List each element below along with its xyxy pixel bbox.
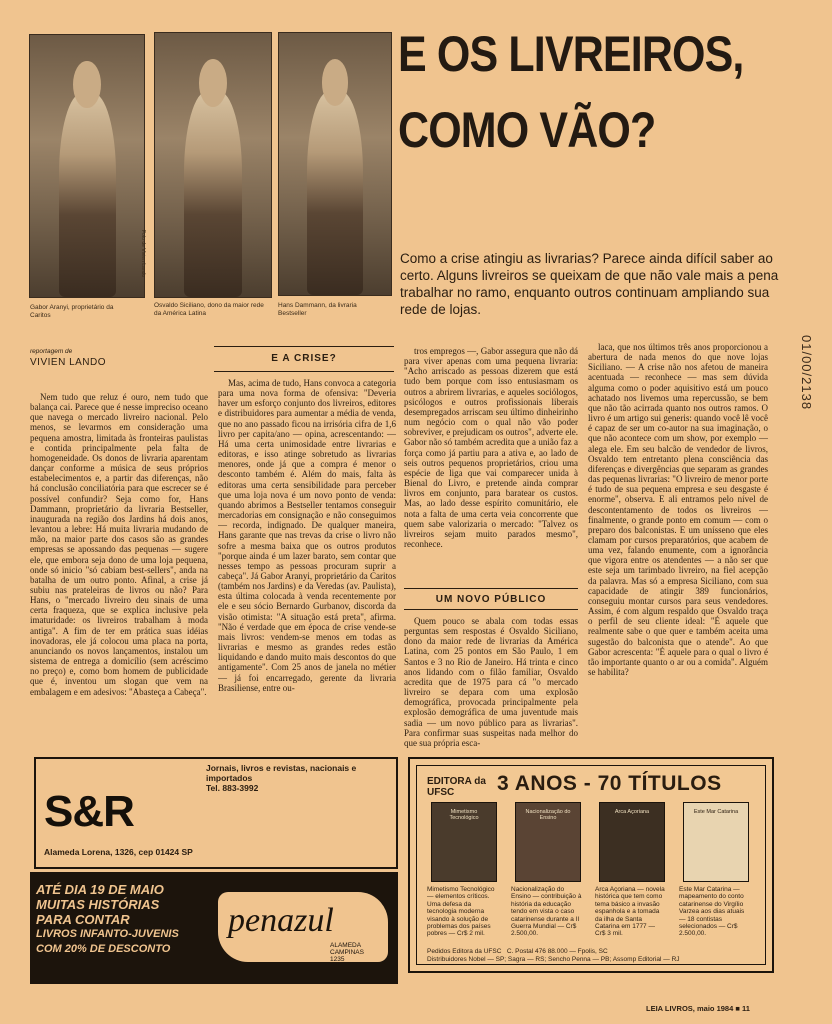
photo-gabor bbox=[29, 34, 145, 298]
headline-line1: E OS LIVREIROS, bbox=[398, 26, 744, 82]
sr-logo: S&R bbox=[44, 787, 134, 836]
ufsc-title: 3 ANOS - 70 TÍTULOS bbox=[497, 772, 722, 795]
book-desc-1: Mimetismo Tecnológico — elementos críticos. Uma defesa da tecnologia moderna visando à solução de problemas dos países pobres — Cr$ 2 mil. bbox=[427, 886, 495, 938]
book-cover-2-title: Nacionalização do Ensino bbox=[525, 809, 571, 821]
ufsc-frame bbox=[416, 765, 766, 965]
subhead-crise: E A CRISE? bbox=[271, 353, 337, 364]
caption-gabor: Gabor Aranyi, proprietário da Caritos bbox=[30, 304, 114, 319]
caption-osvaldo: Osvaldo Siciliano, dono da maior rede da América Latina bbox=[154, 302, 264, 317]
photo-hans bbox=[278, 32, 392, 296]
body-column-3a: tros empregos —, Gabor assegura que não dá para viver apenas com uma pequena livraria: "Acho arriscado as pessoas dizerem que está tudo bem porque com isso entusiasmam os outros a abrirem livrarias, e aqueles sociólogos, psicólogos e outros profissionais liberais desempregados arriscam seu último dinheirinho num negócio com o qual não vão poder sobreviver, e prejudicam os outros", adverte ele. Gabor não só também acredita que a união faz a força como já partiu para a ativa e, ao lado de seis outros pequenos proprietários, criou uma espécie de liga que vai comparecer unida à Bienal do Livro, e pretende ainda comprar livros em conjunto, para baratear os custos. Mas, ao lado desse espírito comunitário, ele nota a falta de uma certa veia concorrente que quem sabe valorizaria o mercado: "Talvez os livreiros sejam muito parados mesmo", reconhece. bbox=[404, 346, 578, 549]
rule-top bbox=[214, 346, 394, 347]
book-cover-1-title: Mimetismo Tecnológico bbox=[449, 809, 479, 821]
sr-address: Alameda Lorena, 1326, cep 01424 SP bbox=[44, 847, 193, 857]
body-column-3b: Quem pouco se abala com todas essas perguntas sem respostas é Osvaldo Siciliano, dono da maior rede de livrarias da América Latina, com 25 pontos em São Paulo, 1 em Santos e 3 no Rio de Janeiro. Há trinta e cinco anos lidando com o filão familiar, Osvaldo acredita que de 1975 para cá "o mercado livreiro se depara com uma explosão demográfica, provocada principalmente pela explosão demográfica de uma juventude mais sadia — um novo público para as livrarias". Para confirmar suas suspeitas nada melhor do que sua própria esca- bbox=[404, 616, 578, 748]
body-column-4: laca, que nos últimos três anos proporcionou a abertura de nada menos do que nove lojas Siciliano. — A crise não nos afetou de maneira acentuada — reconhece — mas sem dúvida alguma como o poder aquisitivo está um pouco achatado nos livemos uma repercussão, se bem que não tão acirrada quanto nos outros ramos. O livro é um artigo sui generis: quando você lê você é capaz de ser um co-autor na sua imaginação, o que não acontece com um show, por exemplo — alega ele. Em seu balcão de vendedor de livros, Osvaldo tem entretanto plena consciência das diferenças e divergências que separam as grandes das pequenas livrarias: "O livreiro de menor porte é tudo de sua pequena empresa e seu desgaste é enorme", observa. E ali entramos pelo nível de descontentamento de todos os livreiros — finalmente, o grande ponto em comum — com o preparo dos balconistas. E um unísseno que eles clamam por cursos preparatórios, que acabem de uma vez, falando enumente, com a ignorância que vigora entre os atendentes — a não ser que este seja um tarimbado livreiro, na fiel acepção da palavra. Mas só a empresa Siciliano, com sua capacidade de atingir 389 funcionários, conseguiu montar cursos para seus vendedores. Assim, é com algum respaldo que Osvaldo traça o perfil de seu cliente ideal: "É aquele que realmente sabe o que quer e também aceita uma sugestão do balconista que o atende". Ao que Gabor acrescenta: "É aquele para o qual o livro é tão importante quanto o ar ou a comida". Alguém se habilita? bbox=[588, 342, 768, 677]
penazul-line1: ATÉ DIA 19 DE MAIO bbox=[36, 882, 164, 897]
sr-tagline bbox=[206, 763, 386, 793]
archive-number: 01/00/2138 bbox=[799, 335, 814, 411]
penazul-logo bbox=[218, 892, 388, 962]
penazul-line4: LIVROS INFANTO-JUVENIS bbox=[36, 928, 179, 940]
book-cover-4 bbox=[683, 802, 749, 882]
ufsc-editora: EDITORA da UFSC bbox=[427, 776, 486, 798]
book-cover-2 bbox=[515, 802, 581, 882]
rule-publico-bottom bbox=[404, 609, 578, 610]
penazul-line5: COM 20% DE DESCONTO bbox=[36, 943, 171, 955]
caption-hans: Hans Dammann, da livraria Bestseller bbox=[278, 302, 357, 317]
ad-penazul bbox=[30, 872, 398, 984]
sr-phone: Tel. 883-3992 bbox=[206, 783, 259, 793]
penazul-line2: MUITAS HISTÓRIAS bbox=[36, 897, 160, 912]
book-cover-1 bbox=[431, 802, 497, 882]
headline bbox=[398, 24, 759, 160]
sr-tagline-text: Jornais, livros e revistas, nacionais e importados bbox=[206, 763, 357, 783]
book-desc-3: Arca Açoriana — novela histórica que tem como tema básico a invasão espanhola e a tomada da ilha de Santa Catarina em 1777 — Cr$ 3 mil. bbox=[595, 886, 665, 938]
penazul-address: ALAMEDA CAMPINAS 1235 bbox=[330, 942, 364, 963]
book-desc-2: Nacionalização do Ensino — contribuição à história da educação tendo em vista o caso catarinense durante a II Guerra Mundial — Cr$ 2.500,00. bbox=[511, 886, 582, 938]
ufsc-pedidos: Pedidos Editora da UFSC bbox=[427, 948, 502, 955]
photo-credit: Foto de Vivien Lando bbox=[140, 230, 146, 278]
book-cover-3-title: Arca Açoriana bbox=[614, 809, 650, 815]
penazul-copy bbox=[36, 882, 206, 957]
photo-osvaldo bbox=[154, 32, 272, 298]
rule-crise bbox=[214, 371, 394, 372]
ad-editora-ufsc bbox=[408, 757, 774, 973]
penazul-line3: PARA CONTAR bbox=[36, 912, 130, 927]
page-footer: LEIA LIVROS, maio 1984 ■ 11 bbox=[646, 1004, 750, 1013]
subhead-publico: UM NOVO PÚBLICO bbox=[435, 594, 547, 605]
penazul-logo-text: penazul bbox=[228, 902, 334, 939]
body-column-1: Nem tudo que reluz é ouro, nem tudo que balança cai. Parece que é nesse impreciso oceano que navega o mercado livreiro nacional. Pelo menos, se levarmos em consideração uma pequena amostra, limitada às fronteiras paulistas e contida principalmente pela falta de homogeneidade. Os donos de livraria aparentam dançar conforme a música de seus próprios estabelecimentos e, a partir das diferenças, não há conclusão conciliatória para que escrecer se é possível confundir? Seja como for, Hans Dammann, proprietário da livraria Bestseller, inaugurada na região dos Jardins há dois anos, levantou a lebre: Há muita livraria mudando de mão, na maior parte dos casos são as grandes empresas se apossando das pequenas — sugere ele, que embora seja dono de uma loja pequena, onde só inicio "só cabiam best-sellers", anda na batalha de um outro ponto. Afinal, a crise já subiu nas prateleiras de livros ou não? Para Hans, o "mercado livreiro deu sinais de uma certa fraqueza, que se explica inclusive pela imaturidade: os livreiros trabalham à moda antiga". A fim de ter em prática suas idéias inovadoras, ele já colocou uma placa na porta, anunciando os novos lançamentos, instalou um sistema de entrega a domicílio (sem acréscimo no preço) e, como bom homem de publicidade que é, inventou um slogan que vem na embalagem e em adesivos: "Abasteça a Cabeça". bbox=[30, 392, 208, 697]
book-desc-4: Este Mar Catarina — mapeamento do conto catarinense do Virgílio Varzea aos dias atuais — 18 contistas selecionados — Cr$ 2.500,00. bbox=[679, 886, 745, 938]
ufsc-postal: C. Postal 476 88.000 — Fpolis, SC bbox=[506, 948, 608, 955]
ufsc-distribuidores: Distribuidores Nobel — SP; Sagra — RS; Sencho Penna — PB; Assomp Editorial — RJ bbox=[427, 955, 680, 963]
rule-publico-top bbox=[404, 588, 578, 589]
book-cover-4-title: Este Mar Catarina bbox=[693, 809, 739, 815]
book-cover-3 bbox=[599, 802, 665, 882]
ufsc-footer bbox=[427, 948, 767, 963]
deck: Como a crise atingiu as livrarias? Parece ainda difícil saber ao certo. Alguns livreiros se queixam de que não vale mais a pena trabalhar no ramo, enquanto outros continuam ampliando sua rede de lojas. bbox=[400, 251, 779, 317]
ad-sr bbox=[34, 757, 398, 869]
byline: VIVIEN LANDO bbox=[30, 357, 107, 368]
headline-line2: COMO VÃO? bbox=[398, 102, 656, 158]
byline-label: reportagem de bbox=[30, 348, 73, 355]
body-column-2: Mas, acima de tudo, Hans convoca a categoria para uma nova forma de ofensiva: "Deveria haver um esforço conjunto dos livreiros, editores e distribuidores para aumentar a média de venda, que no ano passado ficou na irrisória cifra de 1,6 livro per capita/ano — opina, acrescentando: — Há uma certa unimosidade entre livrarias e editoras, e isso atinge sobretudo as livrarias menores, onde já que a compra é menor o desconto também é. Além do mais, falta às editoras uma certa sensibilidade para perceber que uma loja nova é um novo ponto de venda: quando abrimos a Bestseller tentamos conseguir mercadorias em consignação e não conseguimos — recorda, indignado. De qualquer maneira, Hans garante que nas trevas da crise o livro não sofre a mesma baixa que os outros produtos "porque ainda é um lazer barato, sem contar que nesses tempo as pessoas procuram suprir a cabeça". Já Gabor Aranyi, proprietário da Caritos (também nos Jardins) e da Veredas (av. Paulista), esta última colocada à venda recentemente por ele e seu sócio Bernardo Gurbanov, discorda da visão otimista: "A situação está preta", afirma. "Não é verdade que em época de crise vende-se mais livros: vendem-se menos em todas as livrarias e mesmo as grandes redes estão liquidando e dando muito mais descontos do que antigamente". Com 25 anos de janela no métier — já foi encarregado, gerente da livraria Brasiliense, entre ou- bbox=[218, 378, 396, 693]
